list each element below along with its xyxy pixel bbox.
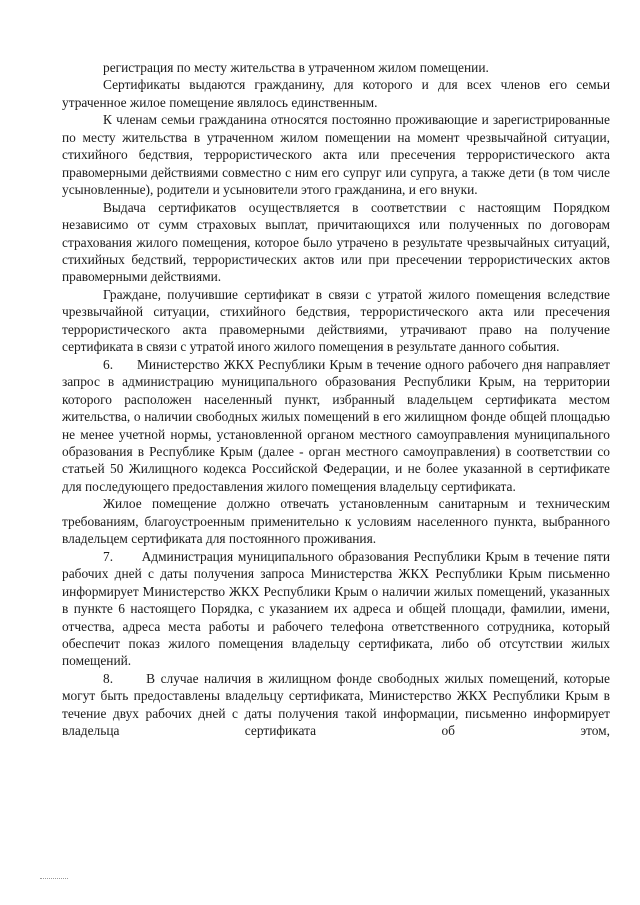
clause-7: 7. Администрация муниципального образования Республики Крым в течение пяти рабочих дней с даты получения запроса Министерства ЖКХ Республики Крым письменно информирует Министерство ЖКХ Республики Крым о наличии жилых помещений, указанных в пункте 6 настоящего Порядка, с указанием их адреса и общей площади, фамилии, имени, отчества, адреса места работы и рабочего телефона ответственного сотрудника, который обеспечит показ жилого помещения владельцу сертификата, либо об отсутствии жилых помещений. <box>62 548 610 669</box>
clause-6: 6. Министерство ЖКХ Республики Крым в течение одного рабочего дня направляет запрос в администрацию муниципального образования Республики Крым, на территории которого расположен населенный пункт, избранный владельцем сертификата местом жительства, о наличии свободных жилых помещений в его жилищном фонде общей площадью не менее учетной нормы, установленной органом местного самоуправления муниципального образования в Республике Крым (далее - орган местного самоуправления) в соответствии со статьей 50 Жилищного кодекса Российской Федерации, и не более указанной в сертификате для последующего предоставления жилого помещения владельцу сертификата. <box>62 356 610 494</box>
paragraph-housing-requirements: Жилое помещение должно отвечать установленным санитарным и техническим требованиям, благоустроенным применительно к условиям населенного пункта, выбранного владельцем сертификата для постоянного проживания. <box>62 496 610 547</box>
clause-8: 8. В случае наличия в жилищном фонде свободных жилых помещений, которые могут быть предоставлены владельцу сертификата, Министерство ЖКХ Республики Крым в течение двух рабочих дней с даты получения такой информации, письменно информирует владельца сертификата об этом, <box>62 670 610 739</box>
document-body <box>62 59 610 740</box>
paragraph-certificate-eligibility: Сертификаты выдаются гражданину, для которого и для всех членов его семьи утраченное жилое помещение являлось единственным. <box>62 77 610 110</box>
paragraph-residence-registration: регистрация по месту жительства в утраченном жилом помещении. <box>103 60 489 75</box>
paragraph-issuance-independent-of-insurance: Выдача сертификатов осуществляется в соответствии с настоящим Порядком независимо от сумм страховых выплат, причитающихся или полученных по договорам страхования жилого помещения, которое было утрачено в результате чрезвычайных ситуаций, стихийных бедствий, террористических актов или при пресечении террористических актов правомерными действиями. <box>62 199 610 285</box>
scan-mark <box>40 878 68 879</box>
paragraph-family-members: К членам семьи гражданина относятся постоянно проживающие и зарегистрированные по месту жительства в утраченном жилом помещении на момент чрезвычайной ситуации, стихийного бедствия, террористического акта или пресечения террористического акта правомерными действиями совместно с ним его супруг или супруга, а также дети (в том числе усыновленные), родители и усыновители этого гражданина, и его внуки. <box>62 112 610 198</box>
paragraph-loss-of-right: Граждане, получившие сертификат в связи с утратой жилого помещения вследствие чрезвычайной ситуации, стихийного бедствия, террористического акта или пресечения террористического акта правомерными действиями, утрачивают право на получение сертификата в связи с утратой иного жилого помещения в результате данного события. <box>62 286 610 355</box>
